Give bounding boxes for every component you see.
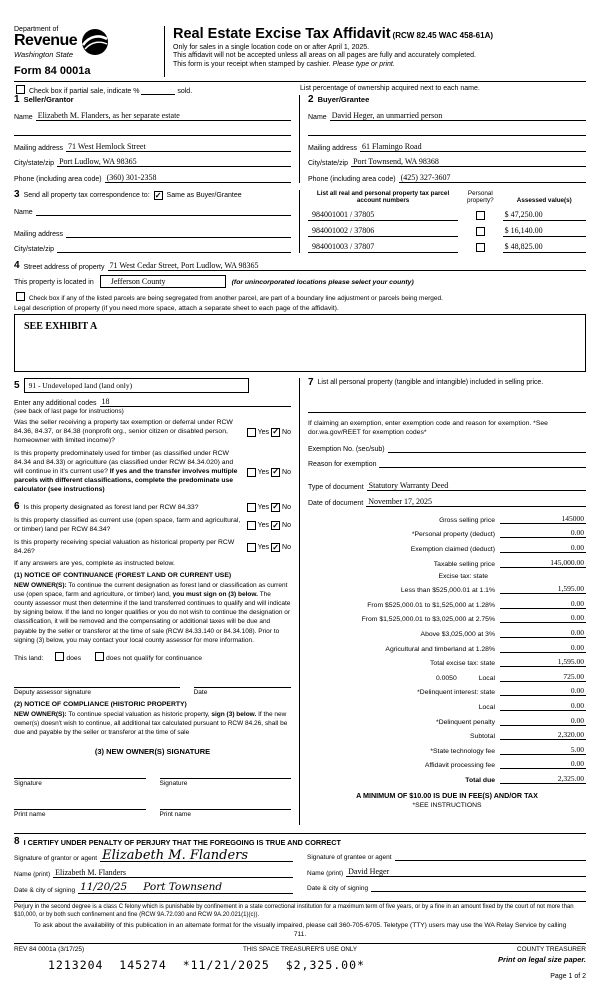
- buyer-name2-input[interactable]: [308, 126, 586, 136]
- treasurer-space-label: THIS SPACE TREASURER'S USE ONLY: [243, 946, 357, 954]
- partial-sale-checkbox[interactable]: [16, 85, 25, 94]
- signature-label: Signature: [14, 779, 42, 787]
- footer-admin-row: [14, 946, 586, 953]
- additional-codes-input[interactable]: 18: [100, 397, 292, 407]
- corr-city-label: City/state/zip: [14, 246, 55, 253]
- s5-q2-no-checkbox[interactable]: ✓: [272, 467, 279, 477]
- delinquent-interest-state-input[interactable]: 0.00: [500, 686, 586, 696]
- corr-mailing-input[interactable]: [66, 228, 291, 238]
- s6-q3-no-checkbox[interactable]: ✓: [272, 542, 279, 552]
- section-5-number: 5: [14, 379, 20, 391]
- reason-exemption-label: Reason for exemption: [308, 461, 377, 469]
- tier3-input[interactable]: 0.00: [500, 613, 586, 623]
- same-as-buyer-checkbox[interactable]: ✓: [154, 190, 162, 200]
- revenue-wordmark: Revenue: [14, 32, 78, 49]
- dept-of-label: Department of: [14, 26, 59, 33]
- tier1-input[interactable]: 1,595.00: [500, 584, 586, 594]
- segregated-checkbox[interactable]: [16, 292, 25, 301]
- legal-description-input[interactable]: [14, 314, 586, 372]
- delinquent-interest-state-row: *Delinquent interest: state 0.00: [417, 686, 584, 697]
- located-in-label: This property is located in: [14, 279, 94, 286]
- corr-name-input[interactable]: [36, 206, 291, 216]
- parcel-col-accounts: List all real and personal property tax parcel account numbers: [316, 189, 450, 205]
- grantee-signature-input[interactable]: [395, 851, 586, 861]
- notice1-title: (1) NOTICE OF CONTINUANCE (FOREST LAND OR CURRENT USE): [14, 571, 232, 579]
- buyer-city-input[interactable]: Port Townsend, WA 98368: [351, 157, 586, 167]
- ownership-note: List percentage of ownership acquired next to each name.: [300, 85, 480, 92]
- grantee-name-input[interactable]: David Heger: [346, 867, 586, 877]
- s6-q1-no-checkbox[interactable]: ✓: [272, 502, 279, 512]
- exemption-no-label: Exemption No. (sec/sub): [308, 445, 385, 453]
- gross-selling-price-input[interactable]: 145000: [500, 514, 586, 524]
- tier2-row: From $525,000.01 to $1,525,000 at 1.28% 0.00: [367, 598, 584, 609]
- agricultural-row: Agricultural and timberland at 1.28% 0.00: [385, 642, 584, 653]
- minimum-due-note: A MINIMUM OF $10.00 IS DUE IN FEE(S) AND/OR TAX: [356, 790, 538, 800]
- date-of-document-input[interactable]: November 17, 2025: [366, 497, 586, 507]
- gross-selling-price-row: Gross selling price 145000: [439, 513, 584, 524]
- seller-name2-input[interactable]: [14, 126, 291, 136]
- segregated-label: Check box if any of the listed parcels are being segregated from another parcel, are part of a boundary line adjustment or parcels being merged.: [28, 295, 443, 302]
- new-owner-printname-input[interactable]: [160, 798, 292, 810]
- buyer-mailing-input[interactable]: 61 Flamingo Road: [360, 142, 586, 152]
- seller-phone-input[interactable]: (360) 301-2358: [105, 173, 291, 183]
- delinquent-penalty-input[interactable]: 0.00: [500, 716, 586, 726]
- exemption-claimed-row: Exemption claimed (deduct) 0.00: [410, 543, 584, 554]
- taxable-selling-price-row: Taxable selling price 145,000.00: [433, 557, 584, 568]
- parcel-col-personal: Personal property?: [467, 189, 494, 205]
- rev-number: REV 84 0001a (3/17/25): [14, 946, 85, 954]
- header-divider: [14, 81, 586, 82]
- washington-state-label: Washington State: [14, 50, 74, 59]
- land-does-checkbox[interactable]: [55, 652, 64, 661]
- alternate-format-note: To ask about the availability of this publication in an alternate format for the visually impaired, please call 360-705-6705. Teletype (TTY) users may use the WA Relay Service by calling 711.: [33, 922, 567, 939]
- deputy-assessor-signature-input[interactable]: [14, 676, 180, 688]
- tier1-row: Less than $525,000.01 at 1.1% 1,595.00: [400, 584, 584, 595]
- parcel-value-input[interactable]: $ 16,140.00: [503, 226, 586, 237]
- grantor-name-label: Name (print): [14, 870, 51, 878]
- partial-sale-percent-input[interactable]: [141, 86, 175, 95]
- notice2-body: NEW OWNER(S): To continue special valuation as historic property, sign (3) below. If the new owner(s) doesn't wish to continue, all additional tax calculated pursuant to RCW 84.26, shall be due and payable by the seller or transferor at the time of sale: [14, 711, 288, 737]
- property-section: [14, 261, 586, 372]
- header-note-2: This affidavit will not be accepted unless all areas on all pages are fully and accurately completed.: [173, 52, 476, 59]
- land-does-not-checkbox[interactable]: [95, 652, 104, 661]
- buyer-name-label: Name: [308, 113, 327, 121]
- parcel-personal-checkbox[interactable]: [476, 243, 485, 252]
- assessor-date-input[interactable]: [194, 676, 291, 688]
- assessor-date-label: Date: [193, 689, 208, 696]
- main-columns: [14, 378, 586, 825]
- grantee-date-label: Date & city of signing: [307, 885, 369, 892]
- s5-question-exemption: Was the seller receiving a property tax exemption or deferral under RCW 84.36, 84.37, or 84.38 (nonprofit org., senior citizen or disabled person, homeowner with limited income)? Yes ✓ No: [14, 419, 291, 444]
- new-owner-signature-input[interactable]: [14, 767, 146, 779]
- local-tax-row: 0.0050 Local 725.00: [435, 671, 584, 682]
- see-instructions-note: *SEE INSTRUCTIONS: [412, 801, 482, 809]
- buyer-mailing-label: Mailing address: [308, 144, 358, 152]
- if-yes-note: If any answers are yes, complete as instructed below.: [14, 559, 175, 567]
- taxable-selling-price-input[interactable]: 145,000.00: [500, 558, 586, 568]
- certify-heading: I CERTIFY UNDER PENALTY OF PERJURY THAT THE FOREGOING IS TRUE AND CORRECT: [23, 837, 341, 847]
- grantee-signature-label: Signature of grantee or agent: [307, 854, 392, 861]
- parcel-row: [308, 210, 586, 221]
- treasurer-stamp: 1213204 145274 *11/21/2025 $2,325.00*: [48, 958, 365, 972]
- grantee-name-label: Name (print): [307, 869, 344, 877]
- sold-label: sold.: [177, 88, 193, 95]
- perjury-note: Perjury in the second degree is a class C felony which is punishable by confinement in a state correctional institution for a maximum term of five years, or by a fine in an amount fixed by the court of not more than $10,000, or by both such confinement and fine (RCW 9A.72.030 and RCW 9A.20.021(1)(c)).: [14, 901, 586, 920]
- form-title: Real Estate Excise Tax Affidavit: [173, 26, 391, 42]
- exemption-claimed-input[interactable]: 0.00: [500, 543, 586, 553]
- seller-name-label: Name: [14, 113, 33, 121]
- seller-phone-label: Phone (including area code): [14, 175, 102, 183]
- state-technology-fee-row: *State technology fee 5.00: [430, 744, 584, 755]
- seller-city-label: City/state/zip: [14, 160, 55, 167]
- parcel-account-input[interactable]: 984001001 / 37805: [308, 210, 458, 221]
- s6-question-historic: Is this property receiving special valuation as historical property per RCW 84.26? Yes ✓ No: [14, 538, 291, 555]
- print-name-label: Print name: [159, 810, 191, 818]
- assessor-signature-row: [14, 676, 291, 696]
- partial-sale-label: Check box if partial sale, indicate %: [28, 88, 140, 95]
- located-note: (for unincorporated locations please select your county): [231, 279, 414, 286]
- grantor-signature-label: Signature of grantor or agent: [14, 855, 98, 863]
- parcel-value-input[interactable]: $ 47,250.00: [503, 210, 586, 221]
- grantor-signature-script: Elizabeth M. Flanders: [102, 848, 249, 863]
- new-owner-signature-input[interactable]: [160, 767, 292, 779]
- form-header: [14, 26, 586, 77]
- s6-q3-yes-checkbox[interactable]: [247, 543, 256, 552]
- buyer-heading: Buyer/Grantee: [317, 95, 370, 104]
- s5-q1-yes-checkbox[interactable]: [247, 428, 256, 437]
- dor-logo-icon: [81, 28, 109, 56]
- excise-tax-state-header: Excise tax: state: [438, 572, 488, 580]
- parties-section: [14, 95, 586, 183]
- legal-description-label: Legal description of property (if you need more space, attach a separate sheet to each page of the affidavit).: [14, 305, 339, 312]
- parcel-row: [308, 242, 586, 253]
- s6-q2-no-checkbox[interactable]: ✓: [272, 520, 279, 530]
- grantor-name-input[interactable]: Elizabeth M. Flanders: [53, 868, 293, 878]
- s5-q2-yes-checkbox[interactable]: [247, 468, 256, 477]
- parcel-row: [308, 226, 586, 237]
- certification-section: [14, 833, 586, 894]
- personal-property-deduct-input[interactable]: 0.00: [500, 528, 586, 538]
- tier2-input[interactable]: 0.00: [500, 599, 586, 609]
- seller-heading: Seller/Grantor: [23, 95, 74, 104]
- buyer-name-input[interactable]: David Heger, an unmarried person: [330, 111, 586, 121]
- new-owner-printname-row: [14, 798, 291, 818]
- s6-question-forest: 6 Is this property designated as forest land per RCW 84.33? Yes ✓ No: [14, 500, 291, 512]
- parcel-value-input[interactable]: $ 48,825.00: [503, 242, 586, 253]
- corr-name-label: Name: [14, 208, 33, 216]
- grantee-date-input[interactable]: [371, 882, 586, 892]
- buyer-city-label: City/state/zip: [308, 160, 349, 167]
- header-note-3: This form is your receipt when stamped by cashier. Please type or print.: [173, 60, 395, 68]
- new-owner-signature-row: [14, 767, 291, 787]
- parcel-personal-checkbox[interactable]: [476, 227, 485, 236]
- agricultural-input[interactable]: 0.00: [500, 643, 586, 653]
- county-treasurer-label: COUNTY TREASURER: [516, 946, 586, 954]
- section-3-number: 3: [14, 188, 20, 200]
- affidavit-processing-fee-input[interactable]: 0.00: [500, 759, 586, 769]
- exemption-note: If claiming an exemption, enter exemption code and reason for exemption. *See dor.wa.gov/REET for exemption codes*: [308, 420, 548, 437]
- delinquent-interest-local-row: Local 0.00: [478, 700, 584, 711]
- seller-mailing-label: Mailing address: [14, 144, 64, 152]
- total-due-row: Total due 2,325.00: [465, 773, 584, 784]
- date-of-document-label: Date of document: [308, 499, 364, 507]
- type-of-document-label: Type of document: [308, 484, 364, 492]
- print-name-label: Print name: [14, 810, 46, 818]
- legal-description-text: SEE EXHIBIT A: [24, 321, 98, 332]
- total-due-input[interactable]: 2,325.00: [500, 774, 586, 784]
- header-note-1: Only for sales in a single location code on or after April 1, 2025.: [173, 43, 370, 51]
- tier4-row: Above $3,025,000 at 3% 0.00: [420, 628, 584, 638]
- s5-question-predominate: Is this property predominately used for timber (as classified under RCW 84.34 and 84.33) or agriculture (as classified under RCW 84.34.020) and will continue in it's current use? If yes and the transfer involves multiple parcels with different classifications, complete the predominate use calculator (see instructions) Yes ✓ No: [14, 449, 291, 493]
- form-number: Form 84 0001a: [14, 65, 91, 77]
- delinquent-penalty-row: *Delinquent penalty 0.00: [436, 715, 584, 726]
- subtotal-input[interactable]: 2,320.00: [500, 730, 586, 740]
- seller-name-input[interactable]: Elizabeth M. Flanders, as her separate estate: [36, 111, 291, 121]
- reason-exemption-input[interactable]: [379, 458, 586, 468]
- delinquent-interest-local-input[interactable]: 0.00: [500, 701, 586, 711]
- grantor-date-label: Date & city of signing: [14, 886, 76, 894]
- grantor-signature-input[interactable]: [100, 848, 293, 863]
- state-technology-fee-input[interactable]: 5.00: [500, 745, 586, 755]
- county-select[interactable]: Jefferson County: [100, 275, 226, 288]
- street-address-label: Street address of property: [23, 264, 105, 271]
- buyer-phone-input[interactable]: (425) 327-3607: [399, 173, 586, 183]
- parcel-personal-checkbox[interactable]: [476, 211, 485, 220]
- parcel-col-assessed: Assessed value(s): [516, 197, 572, 205]
- page-number: Page 1 of 2: [550, 973, 586, 980]
- partial-sale-row: [14, 85, 586, 95]
- this-land-row: This land: does does not qualify for continuance: [14, 652, 249, 665]
- personal-property-input[interactable]: [308, 388, 586, 413]
- exemption-no-input[interactable]: [388, 443, 586, 453]
- signature-label: Signature: [159, 779, 188, 787]
- buyer-phone-label: Phone (including area code): [308, 175, 396, 183]
- street-address-input[interactable]: 71 West Cedar Street, Port Ludlow, WA 98365: [108, 261, 587, 271]
- seller-city-input[interactable]: Port Ludlow, WA 98365: [57, 157, 291, 167]
- section-7-number: 7: [308, 377, 314, 388]
- parcel-account-input[interactable]: 984001003 / 37807: [308, 242, 458, 253]
- personal-property-deduct-row: *Personal property (deduct) 0.00: [411, 528, 584, 539]
- personal-property-heading: List all personal property (tangible and intangible) included in selling price.: [317, 379, 544, 386]
- parcel-table: [300, 190, 586, 254]
- local-rate: 0.0050: [435, 674, 457, 682]
- same-as-buyer-label: Same as Buyer/Grantee: [166, 191, 242, 199]
- new-owner-printname-input[interactable]: [14, 798, 146, 810]
- subtotal-row: Subtotal 2,320.00: [470, 730, 584, 741]
- correspondence-heading: Send all property tax correspondence to:: [23, 191, 150, 199]
- footer-divider: [14, 943, 586, 944]
- see-back-note: (see back of last page for instructions): [14, 408, 124, 415]
- s6-question-currentuse: Is this property classified as current use (open space, farm and agricultural, or timber) land per RCW 84.34? Yes ✓ No: [14, 516, 291, 533]
- s5-q1-no-checkbox[interactable]: ✓: [272, 427, 279, 437]
- total-excise-state-input[interactable]: 1,595.00: [500, 657, 586, 667]
- corr-city-input[interactable]: [57, 243, 291, 253]
- tier3-row: From $1,525,000.01 to $3,025,000 at 2.75% 0.00: [361, 613, 584, 624]
- grantor-date-input[interactable]: 11/20/25 Port Townsend: [78, 883, 293, 893]
- form-rcw: (RCW 82.45 WAC 458-61A): [392, 31, 494, 40]
- land-use-code-input[interactable]: 91 - Undeveloped land (land only): [24, 378, 249, 393]
- s6-q2-yes-checkbox[interactable]: [247, 521, 256, 530]
- additional-codes-label: Enter any additional codes: [14, 400, 97, 407]
- parcel-account-input[interactable]: 984001002 / 37806: [308, 226, 458, 237]
- notice3-title: (3) NEW OWNER(S) SIGNATURE: [94, 746, 211, 756]
- section-1-number: 1: [14, 94, 20, 105]
- section-8-number: 8: [14, 836, 20, 847]
- notice2-title: (2) NOTICE OF COMPLIANCE (HISTORIC PROPERTY): [14, 701, 187, 708]
- section-4-number: 4: [14, 260, 20, 271]
- type-of-document-input[interactable]: Statutory Warranty Deed: [367, 481, 586, 491]
- seller-mailing-input[interactable]: 71 West Hemlock Street: [66, 142, 291, 152]
- legal-size-note: Print on legal size paper.: [498, 955, 586, 964]
- affidavit-processing-fee-row: Affidavit processing fee 0.00: [424, 759, 584, 770]
- corr-mailing-label: Mailing address: [14, 230, 64, 238]
- tier4-input[interactable]: 0.00: [500, 628, 586, 638]
- correspondence-section: [14, 190, 586, 254]
- section-2-number: 2: [308, 94, 314, 105]
- s6-q1-yes-checkbox[interactable]: [247, 503, 256, 512]
- total-excise-state-row: Total excise tax: state 1,595.00: [430, 657, 584, 668]
- local-tax-input[interactable]: 725.00: [500, 672, 586, 682]
- deputy-assessor-label: Deputy assessor signature: [14, 689, 91, 696]
- notice1-body: NEW OWNER(S): To continue the current designation as forest land or classification as current use (open space, farm and agriculture, or timber) land, you must sign on (3) below. The county assessor must then determine if the land transferred continues to qualify and will indicate by signing below. If the land no longer qualifies or you do not wish to continue the designation or classification, it will be removed and the compensating or additional taxes will be due and payable by the seller or transferor at the time of sale (RCW 84.33.140 or 84.34.108). Prior to signing (3) below, you may contact your local county assessor for more information.: [14, 581, 291, 644]
